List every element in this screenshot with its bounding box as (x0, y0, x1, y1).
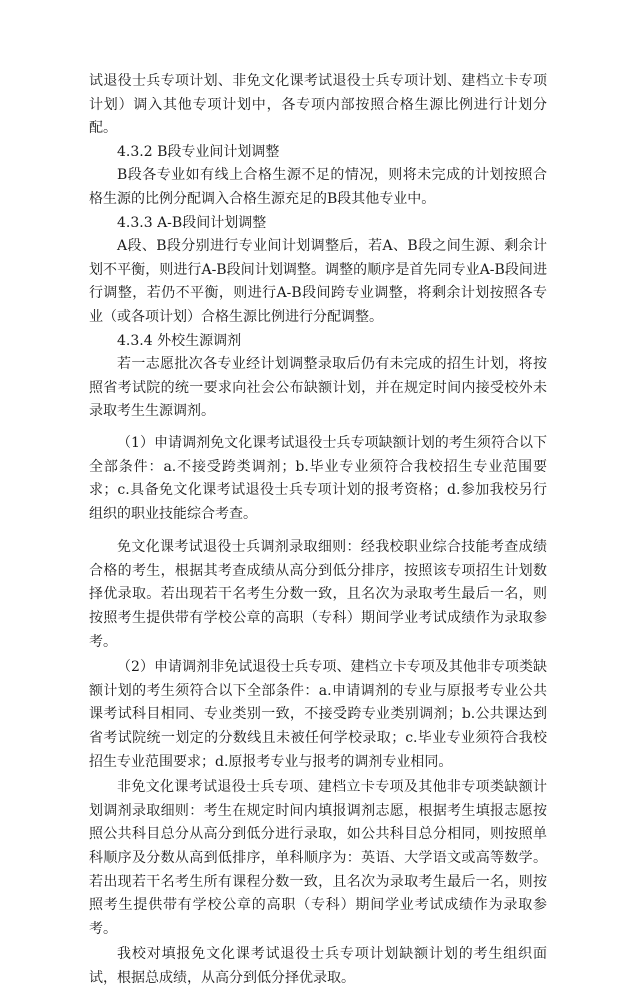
paragraph-rule-2: 非免文化课考试退役士兵专项、建档立卡专项及其他非专项类缺额计划调剂录取细则：考生在规定时间内填报调剂志愿，根据考生填报志愿按照公共科目总分从高分到低分进行录取，如公共科目总分相同，则按照单科顺序及分数从高到低排序，单科顺序为：英语、大学语文或高等数学。若出现若干名考生所有课程分数一致，且名次为录取考生最后一名，则按照考生提供带有学校公章的高职（专科）期间学业考试成绩作为录取参考。 (89, 779, 547, 937)
section-heading-4-3-2: 4.3.2 B段专业间计划调整 (117, 143, 280, 160)
paragraph-continuation: 试退役士兵专项计划、非免文化课考试退役士兵专项计划、建档立卡专项计划）调入其他专项计划中，各专项内部按照合格生源比例进行计划分配。 (89, 73, 547, 137)
section-heading-4-3-3: 4.3.3 A-B段间计划调整 (117, 214, 267, 231)
paragraph-b-segment: B段各专业如有线上合格生源不足的情况，则将未完成的计划按照合格生源的比例分配调入合格生源充足的B段其他专业中。 (89, 167, 547, 207)
paragraph-condition-2: （2）申请调剂非免试退役士兵专项、建档立卡专项及其他非专项类缺额计划的考生须符合以下全部条件：a.申请调剂的专业与原报考专业公共课考试科目相同、专业类别一致，不接受跨专业类别调剂；b.公共课达到省考试院统一划定的分数线且未被任何学校录取；c.毕业专业须符合我校招生专业范围要求；d.原报考专业与报考的调剂专业相同。 (89, 659, 547, 770)
paragraph-condition-1: （1）申请调剂免文化课考试退役士兵专项缺额计划的考生须符合以下全部条件：a.不接受跨类调剂；b.毕业专业须符合我校招生专业范围要求；c.具备免文化课考试退役士兵专项计划的报考资格；d.参加我校另行组织的职业技能综合考查。 (89, 434, 547, 522)
paragraph-interview: 我校对填报免文化课考试退役士兵专项计划缺额计划的考生组织面试，根据总成绩，从高分到低分择优录取。 (89, 946, 547, 986)
paragraph-external-transfer: 若一志愿批次各专业经计划调整录取后仍有未完成的招生计划，将按照省考试院的统一要求向社会公布缺额计划，并在规定时间内接受校外未录取考生生源调剂。 (89, 356, 547, 420)
paragraph-a-b-segment: A段、B段分别进行专业间计划调整后，若A、B段之间生源、剩余计划不平衡，则进行A-B段间计划调整。调整的顺序是首先同专业A-B段间进行调整，若仍不平衡，则进行A-B段间跨专业调整，将剩余计划按照各专业（或各项计划）合格生源比例进行分配调整。 (89, 238, 547, 325)
section-heading-4-3-4: 4.3.4 外校生源调剂 (117, 332, 242, 349)
document-page (89, 70, 547, 991)
paragraph-rule-1: 免文化课考试退役士兵调剂录取细则：经我校职业综合技能考查成绩合格的考生，根据其考查成绩从高分到低分排序，按照该专项招生计划数择优录取。若出现若干名考生分数一致，且名次为录取考生最后一名，则按照考生提供带有学校公章的高职（专科）期间学业考试成绩作为录取参考。 (89, 539, 547, 650)
